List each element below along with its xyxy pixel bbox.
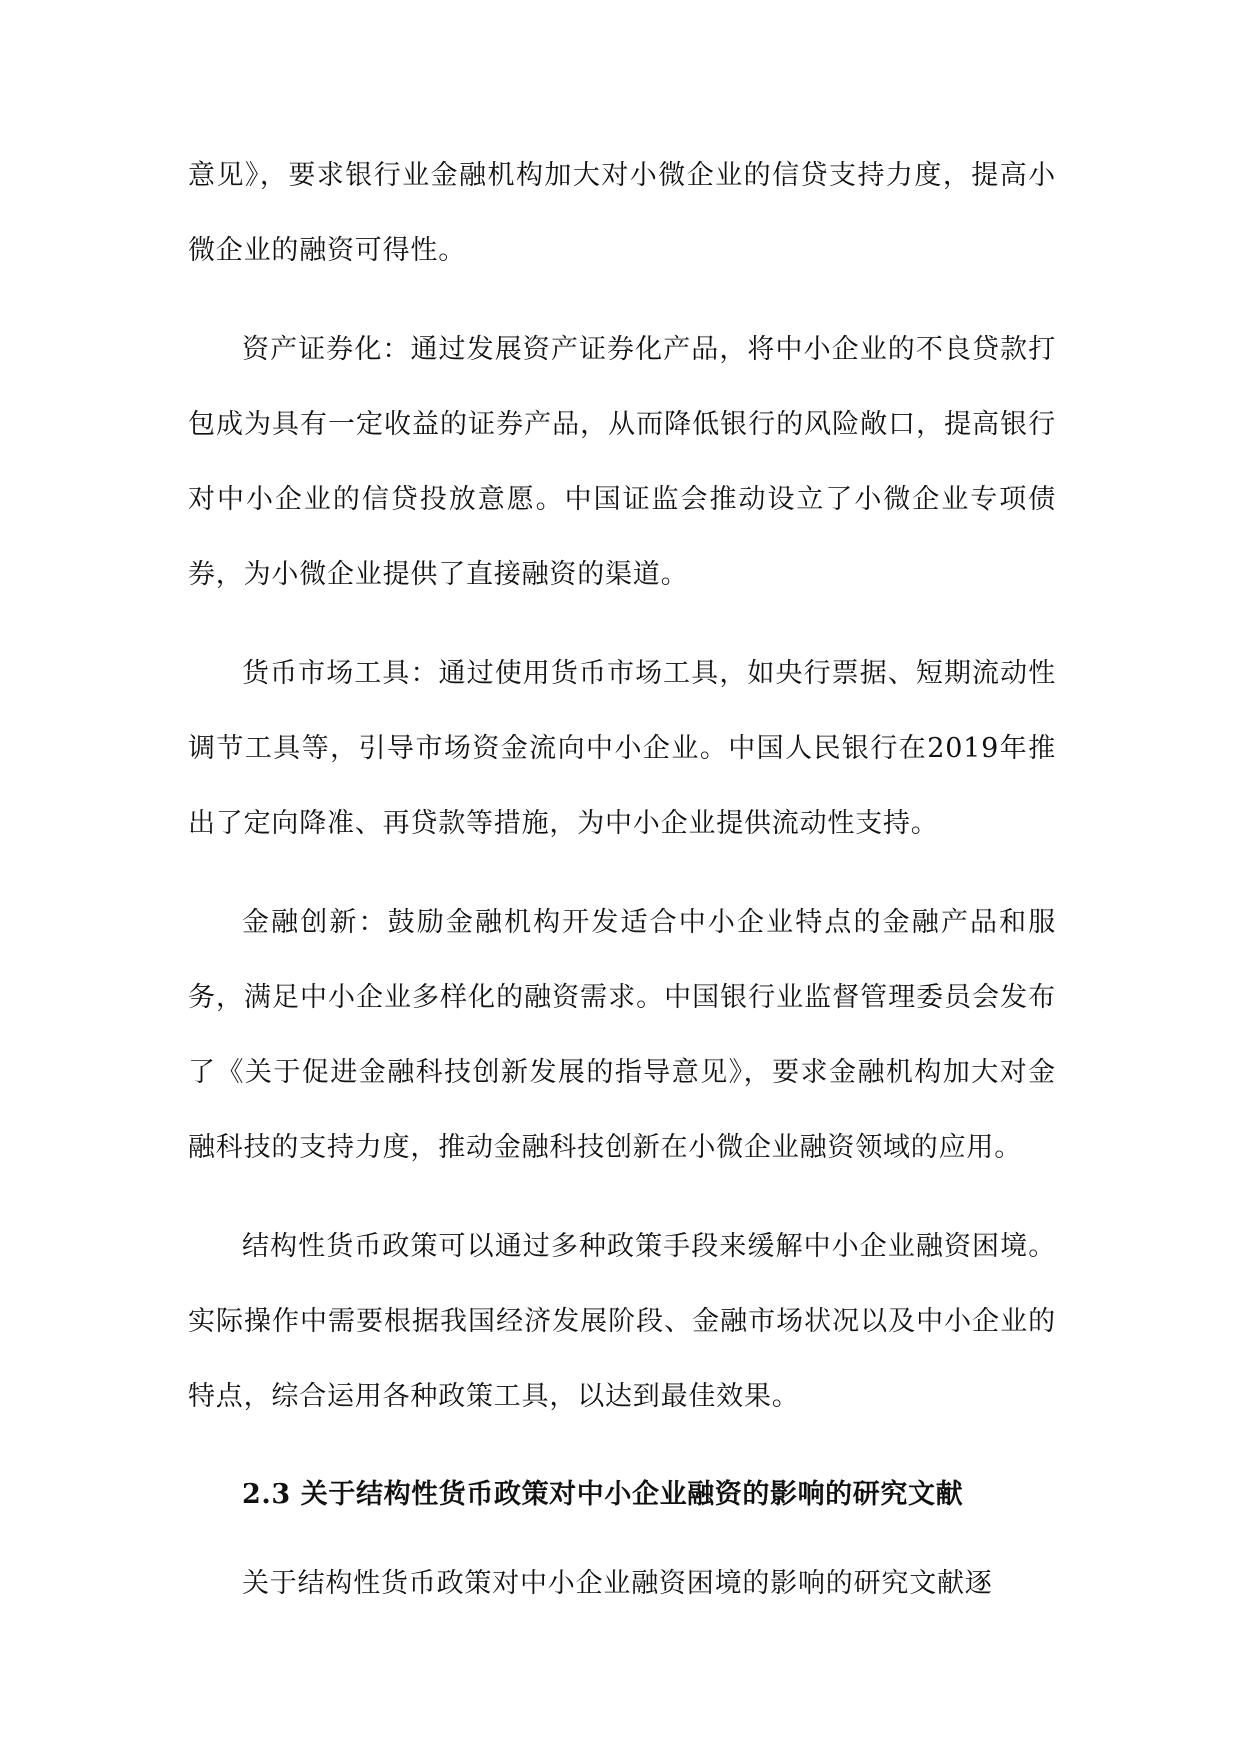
paragraph-summary: 结构性货币政策可以通过多种政策手段来缓解中小企业融资困境。实际操作中需要根据我国经济发展阶段、金融市场状况以及中小企业的特点，综合运用各种政策工具，以达到最佳效果。	[188, 1231, 1056, 1412]
paragraph-asset-securitization: 资产证券化：通过发展资产证券化产品，将中小企业的不良贷款打包成为具有一定收益的证券产品，从而降低银行的风险敞口，提高银行对中小企业的信贷投放意愿。中国证监会推动设立了小微企业专项债券，为小微企业提供了直接融资的渠道。	[188, 334, 1056, 590]
paragraph-financial-innovation: 金融创新：鼓励金融机构开发适合中小企业特点的金融产品和服务，满足中小企业多样化的融资需求。中国银行业监督管理委员会发布了《关于促进金融科技创新发展的指导意见》，要求金融机构加大对金融科技的支持力度，推动金融科技创新在小微企业融资领域的应用。	[188, 907, 1056, 1163]
paragraph-literature-intro: 关于结构性货币政策对中小企业融资困境的影响的研究文献逐	[242, 1568, 993, 1599]
document-body	[188, 138, 1056, 1645]
paragraph-money-market-tools: 货币市场工具：通过使用货币市场工具，如央行票据、短期流动性调节工具等，引导市场资金流向中小企业。中国人民银行在2019年推出了定向降准、再贷款等措施，为中小企业提供流动性支持。	[188, 658, 1056, 839]
section-heading: 2.3 关于结构性货币政策对中小企业融资的影响的研究文献	[242, 1479, 964, 1510]
paragraph-continuation: 意见》，要求银行业金融机构加大对小微企业的信贷支持力度，提高小微企业的融资可得性。	[188, 160, 1056, 266]
